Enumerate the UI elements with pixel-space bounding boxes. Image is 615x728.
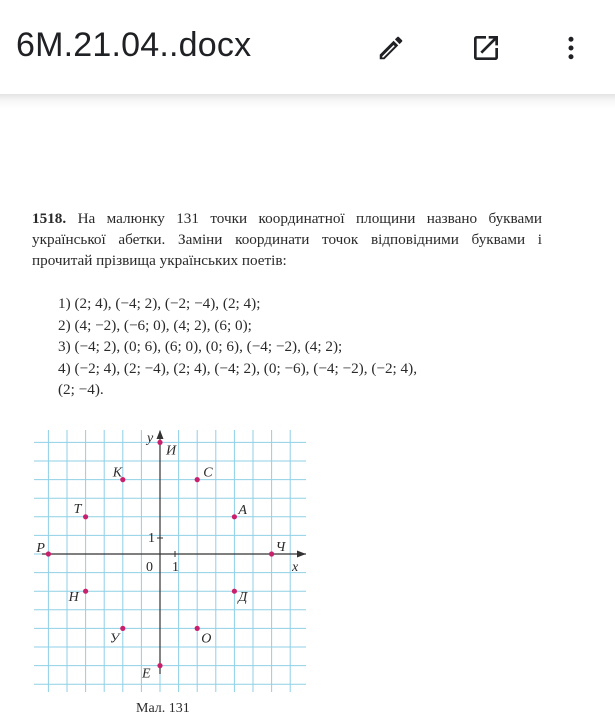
- list-item: 2) (4; −2), (−6; 0), (4; 2), (6; 0);: [58, 316, 252, 334]
- point-marker: [269, 551, 274, 556]
- point-label: О: [201, 631, 212, 647]
- point-marker: [232, 514, 237, 519]
- point-marker: [232, 589, 237, 594]
- point-label: К: [112, 465, 123, 481]
- grid-lines: [34, 430, 306, 692]
- x-axis-arrow: [297, 551, 306, 558]
- problem-text: На малюнку 131 точки координатної площини названо буквами української абетки. Заміни координати точок відповідними буквами і прочитай прізвища українських поетів:: [32, 210, 543, 269]
- point-marker: [157, 440, 162, 445]
- figure-caption: Мал. 131: [136, 701, 190, 716]
- point-label: Н: [68, 590, 79, 606]
- point-marker: [120, 626, 125, 631]
- point-label: С: [203, 465, 213, 481]
- point-marker: [195, 477, 200, 482]
- document-page: [0, 108, 615, 728]
- problem-number: 1518.: [32, 210, 67, 227]
- more-vert-icon: [556, 33, 586, 63]
- point-label: И: [166, 443, 177, 459]
- points: [35, 440, 286, 682]
- edit-button[interactable]: [371, 28, 411, 68]
- point-К: [112, 466, 126, 483]
- point-label: У: [109, 631, 120, 647]
- point-marker: [46, 551, 51, 556]
- axes: [42, 430, 306, 674]
- point-label: Р: [36, 541, 45, 556]
- header-shadow: [0, 94, 615, 108]
- list-item: 1) (2; 4), (−4; 2), (−2; −4), (2; 4);: [58, 295, 261, 312]
- list-item: 3) (−4; 2), (0; 6), (6; 0), (0; 6), (−4; −2), (4; 2);: [58, 338, 343, 355]
- point-marker: [83, 589, 88, 594]
- more-options-button[interactable]: [551, 28, 591, 68]
- pencil-icon: [376, 33, 406, 63]
- point-marker: [83, 514, 88, 519]
- y-axis-label: y: [147, 431, 154, 446]
- point-label: Д: [238, 590, 248, 606]
- coordinate-figure: [0, 108, 615, 728]
- open-in-new-icon: [470, 32, 502, 64]
- list-item-continuation: (2; −4).: [58, 381, 104, 398]
- x-unit-label: 1: [172, 560, 179, 575]
- app-header: [0, 0, 615, 94]
- y-axis-arrow: [157, 430, 164, 439]
- point-label: А: [238, 502, 247, 518]
- point-label: Ч: [275, 540, 286, 555]
- point-label: Т: [73, 501, 82, 517]
- point-label: Е: [142, 666, 151, 682]
- point-marker: [157, 663, 162, 668]
- point-marker: [195, 626, 200, 631]
- x-axis-label: x: [292, 560, 299, 575]
- open-external-button[interactable]: [466, 28, 506, 68]
- origin-label: 0: [146, 560, 153, 575]
- list-item: 4) (−2; 4), (2; −4), (2; 4), (−4; 2), (0; −6), (−4; −2), (−2; 4),: [58, 359, 417, 377]
- file-name: 6M.21.04..docx: [16, 26, 252, 64]
- y-unit-label: 1: [148, 531, 155, 546]
